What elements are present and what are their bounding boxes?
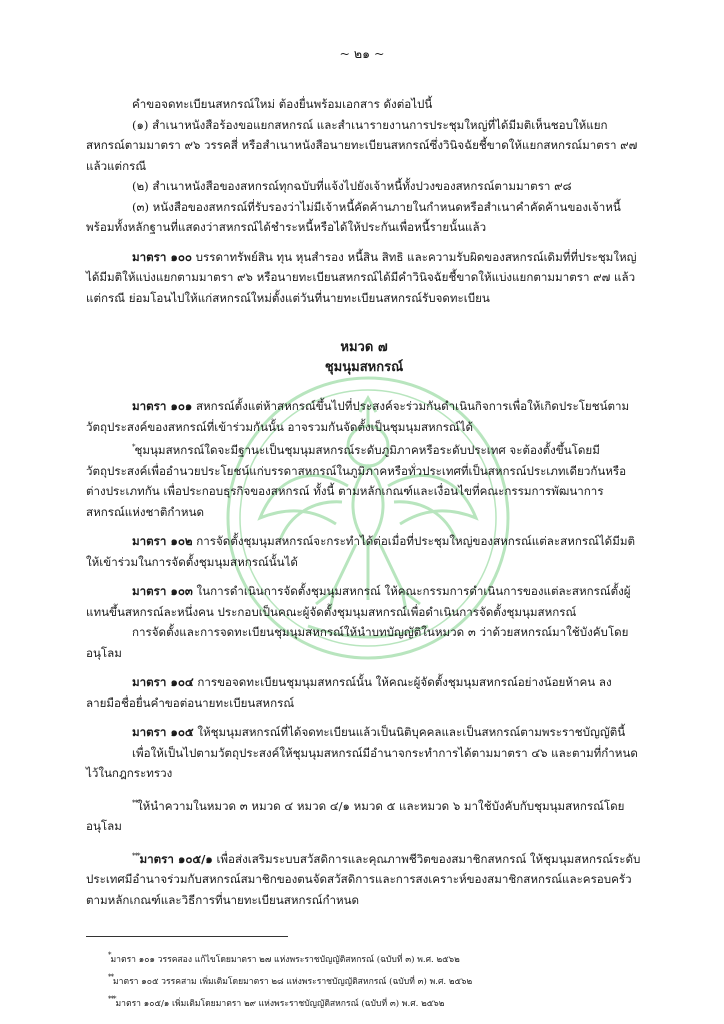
- chapter-subtitle: ชุมนุมสหกรณ์: [324, 360, 404, 375]
- list-item-1: (๑) สำเนาหนังสือร้องขอแยกสหกรณ์ และสำเนารายงานการประชุมใหญ่ที่ได้มีมติเห็นชอบให้แยกสหกรณ์ตามมาตรา ๙๖ วรรคสี่ หรือสำเนาหนังสือนายทะเบียนสหกรณ์ซึ่งวินิจฉัยชี้ขาดให้แยกสหกรณ์มาตรา ๙๗ แล้วแต่กรณี: [86, 117, 638, 173]
- section-104-text: การขอจดทะเบียนชุมนุมสหกรณ์นั้น ให้คณะผู้จัดตั้งชุมนุมสหกรณ์อย่างน้อยห้าคน ลงลายมือชื่อยื่นคำขอต่อนายทะเบียนสหกรณ์: [86, 675, 612, 710]
- section-101-text: สหกรณ์ตั้งแต่ห้าสหกรณ์ขึ้นไปที่ประสงค์จะร่วมกันดำเนินกิจการเพื่อให้เกิดประโยชน์ตามวัตถุประสงค์ของสหกรณ์ที่เข้าร่วมกันนั้น อาจรวมกันจัดตั้งเป็นชุมนุมสหกรณ์ได้: [86, 399, 630, 434]
- footnote-marker: *: [132, 443, 135, 451]
- section-103: [86, 581, 642, 622]
- section-105-1-text: เพื่อส่งเสริมระบบสวัสดิการและคุณภาพชีวิตของสมาชิกสหกรณ์ ให้ชุมนุมสหกรณ์ระดับประเทศมีอำนาจร่วมกับสหกรณ์สมาชิกของตนจัดสวัสดิการและการสงเคราะห์ของสมาชิกสหกรณ์และครอบครัวตามหลักเกณฑ์และวิธีการที่นายทะเบียนสหกรณ์กำหนด: [86, 851, 641, 907]
- section-103-label: มาตรา ๑๐๓: [132, 584, 193, 598]
- section-101-label: มาตรา ๑๐๑: [132, 399, 193, 413]
- section-102: [86, 531, 642, 572]
- document-body: [86, 94, 642, 910]
- section-105-paragraph-3-text: ให้นำความในหมวด ๓ หมวด ๔ หมวด ๔/๑ หมวด ๕ และหมวด ๖ มาใช้บังคับกับชุมนุมสหกรณ์โดยอนุโลม: [86, 798, 625, 833]
- section-101-paragraph-2-text: ชุมนุมสหกรณ์ใดจะมีฐานะเป็นชุมนุมสหกรณ์ระดับภูมิภาคหรือระดับประเทศ จะต้องตั้งขึ้นโดยมีวัตถุประสงค์เพื่ออำนวยประโยชน์แก่บรรดาสหกรณ์ในภูมิภาคหรือทั่วประเทศที่เป็นสหกรณ์ประเภทเดียวกันหรือต่างประเภทกัน เพื่อประกอบธุรกิจของสหกรณ์ ทั้งนี้ ตามหลักเกณฑ์และเงื่อนไขที่คณะกรรมการพัฒนาการสหกรณ์แห่งชาติกำหนด: [86, 443, 627, 519]
- intro-paragraph: คำขอจดทะเบียนสหกรณ์ใหม่ ต้องยื่นพร้อมเอกสาร ดังต่อไปนี้: [132, 97, 433, 111]
- section-104: [86, 672, 642, 713]
- section-101: [86, 396, 642, 437]
- section-105-1: [86, 846, 642, 911]
- footnote-marker: *: [108, 951, 111, 959]
- section-101-paragraph-2: [86, 437, 642, 522]
- list-item-2: (๒) สำเนาหนังสือของสหกรณ์ทุกฉบับที่แจ้งไปยังเจ้าหนี้ทั้งปวงของสหกรณ์ตามมาตรา ๙๘: [132, 179, 572, 193]
- section-105-paragraph-3: [86, 793, 642, 837]
- section-105-1-label: มาตรา ๑๐๕/๑: [139, 851, 213, 866]
- footnote-divider: [86, 936, 288, 937]
- section-105-label: มาตรา ๑๐๕: [132, 725, 194, 739]
- footnote-marker: **: [132, 798, 137, 807]
- section-102-label: มาตรา ๑๐๒: [132, 534, 193, 548]
- footnote-marker: ***: [108, 995, 116, 1003]
- footnote: [108, 991, 628, 1013]
- section-105: [86, 722, 642, 743]
- footnotes: [108, 947, 628, 1013]
- footnote-text: มาตรา ๑๐๕ วรรคสาม เพิ่มเติมโดยมาตรา ๒๘ แห่งพระราชบัญญัติสหกรณ์ (ฉบับที่ ๓) พ.ศ. ๒๕๖๒: [113, 977, 473, 987]
- section-103-paragraph-2: การจัดตั้งและการจดทะเบียนชุมนุมสหกรณ์ให้นำบทบัญญัติในหมวด ๓ ว่าด้วยสหกรณ์มาใช้บังคับโดยอนุโลม: [86, 625, 629, 660]
- section-105-paragraph-2: เพื่อให้เป็นไปตามวัตถุประสงค์ให้ชุมนุมสหกรณ์มีอำนาจกระทำการได้ตามมาตรา ๔๖ และตามที่กำหนดไว้ในกฎกระทรวง: [86, 745, 638, 780]
- section-102-text: การจัดตั้งชุมนุมสหกรณ์จะกระทำได้ต่อเมื่อที่ประชุมใหญ่ของสหกรณ์แต่ละสหกรณ์ได้มีมติให้เข้าร่วมในการจัดตั้งชุมนุมสหกรณ์นั้นได้: [86, 534, 636, 569]
- footnote-text: มาตรา ๑๐๑ วรรคสอง แก้ไขโดยมาตรา ๒๗ แห่งพระราชบัญญัติสหกรณ์ (ฉบับที่ ๓) พ.ศ. ๒๕๖๒: [110, 955, 460, 965]
- section-105-text: ให้ชุมนุมสหกรณ์ที่ได้จดทะเบียนแล้วเป็นนิติบุคคลและเป็นสหกรณ์ตามพระราชบัญญัตินี้: [197, 725, 626, 739]
- footnote: [108, 969, 628, 991]
- section-104-label: มาตรา ๑๐๔: [132, 675, 194, 689]
- chapter-title: หมวด ๗: [340, 340, 388, 355]
- footnote-marker: ***: [132, 851, 140, 860]
- footnote: [108, 947, 628, 969]
- page-number: ~ ๒๑ ~: [339, 46, 385, 61]
- section-103-text: ในการดำเนินการจัดตั้งชุมนุมสหกรณ์ ให้คณะกรรมการดำเนินการของแต่ละสหกรณ์ตั้งผู้แทนขึ้นสหกรณ์ละหนึ่งคน ประกอบเป็นคณะผู้จัดตั้งชุมนุมสหกรณ์เพื่อดำเนินการจัดตั้งชุมนุมสหกรณ์: [86, 584, 631, 619]
- footnote-text: มาตรา ๑๐๕/๑ เพิ่มเติมโดยมาตรา ๒๙ แห่งพระราชบัญญัติสหกรณ์ (ฉบับที่ ๓) พ.ศ. ๒๕๖๒: [115, 999, 445, 1009]
- footnote-marker: **: [108, 973, 113, 981]
- list-item-3: (๓) หนังสือของสหกรณ์ที่รับรองว่าไม่มีเจ้าหนี้คัดค้านภายในกำหนดหรือสำเนาคำคัดค้านของเจ้าหนี้พร้อมทั้งหลักฐานที่แสดงว่าสหกรณ์ได้ชำระหนี้หรือได้ให้ประกันเพื่อหนี้รายนั้นแล้ว: [86, 199, 621, 234]
- section-100-label: มาตรา ๑๐๐: [132, 249, 192, 264]
- section-100: [86, 247, 642, 309]
- section-100-text: บรรดาทรัพย์สิน ทุน หุนสำรอง หนี้สิน สิทธิ และความรับผิดของสหกรณ์เดิมที่ที่ประชุมใหญ่ได้มีมติให้แบ่งแยกตามมาตรา ๙๖ หรือนายทะเบียนสหกรณ์ได้มีคำวินิจฉัยชี้ขาดให้แบ่งแยกตามมาตรา ๙๗ แล้วแต่กรณี ย่อมโอนไปให้แก่สหกรณ์ใหม่ตั้งแต่วันที่นายทะเบียนสหกรณ์รับจดทะเบียน: [86, 249, 637, 305]
